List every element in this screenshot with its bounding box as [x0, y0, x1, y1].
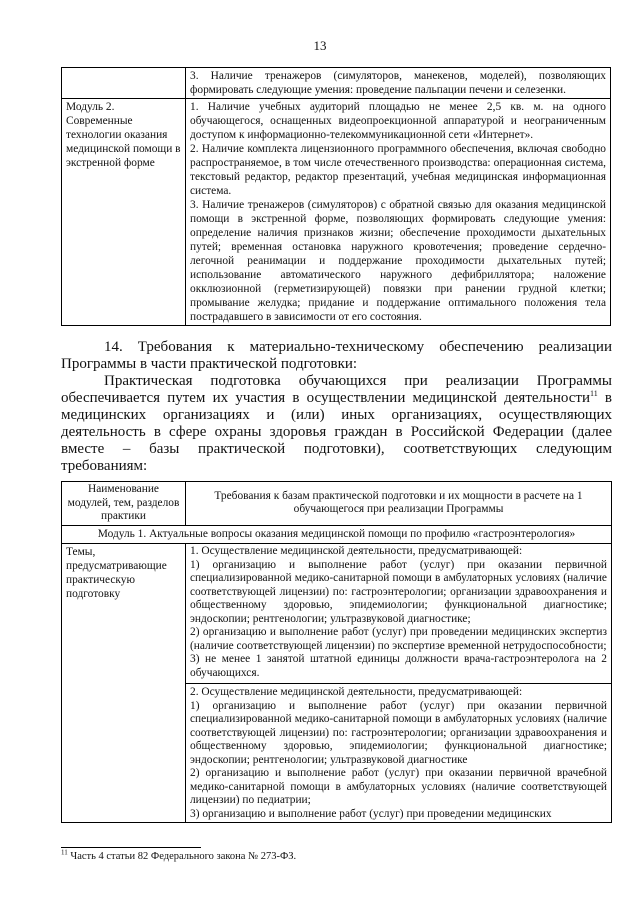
block-heading: 2. Осуществление медицинской деятельности, предусматривающей:: [190, 686, 523, 698]
practice-bases-table: [61, 481, 612, 823]
requirement-item: 2) организацию и выполнение работ (услуг) при оказании первичной врачебной медико-санитарной помощи в амбулаторных условиях (наличие соответствующей лицензии) по педиатрии;: [190, 767, 607, 806]
requirement-item: 3. Наличие тренажеров (симуляторов) с обратной связью для оказания медицинской помощи в экстренной форме, позволяющих формировать следующие умения: определение наличия признаков жизни; обеспечение проходимости дыхательных путей; временная остановка наружного кровотечения; проведение сердечно-легочной реанимации и поддержание проходимости дыхательных путей; использование автоматического наружного дефибриллятора; наложение окклюзионной (герметизирующей) повязки при ранении грудной клетки; промывание желудка; придание и поддержание оптимального положения тела пострадавшего в зависимости от его состояния.: [190, 199, 606, 323]
module-1-title: Модуль 1. Актуальные вопросы оказания медицинской помощи по профилю «гастроэнтерология»: [62, 525, 612, 544]
paragraph-text-cont: в медицинских организациях и (или) иных организациях, осуществляющих деятельность в сфере охраны здоровья граждан в Российской Федерации (далее вместе – базы практической подготовки), соответствующих следующим требованиям:: [61, 390, 612, 474]
requirement-item: 3) организацию и выполнение работ (услуг) при проведении медицинских: [190, 807, 552, 820]
cell-text: 3. Наличие тренажеров (симуляторов, манекенов, моделей), позволяющих формировать следующие умения: проведение пальпации печени и селезенки.: [190, 70, 606, 96]
table-cell: [186, 99, 611, 326]
table-header-row: [62, 482, 612, 526]
footnote-divider: [61, 847, 201, 848]
requirement-item: 1) организацию и выполнение работ (услуг) при оказании первичной специализированной медико-санитарной помощи в амбулаторных условиях (наличие соответствующей лицензии) по: гастроэнтерологии; организации здравоохранения и общественному здоровью, эпидемиологии; функциональной диагностике; эндоскопии; рентгенологии; ультразвуковой диагностике;: [190, 558, 607, 625]
table-row: [62, 68, 611, 99]
topics-cell: Темы, предусматривающие практическую подготовку: [62, 544, 186, 823]
table-cell-empty: [62, 68, 186, 99]
requirement-item: 1) организацию и выполнение работ (услуг) при оказании первичной специализированной медико-санитарной помощи в амбулаторных условиях (наличие соответствующей лицензии) по: гастроэнтерологии; организации здравоохранения и общественному здоровью, эпидемиологии; функциональной диагностике; эндоскопии; рентгенологии; ультразвуковой диагностике: [190, 699, 607, 766]
requirement-item: 2) организацию и выполнение работ (услуг) при проведении медицинских экспертиз (наличие соответствующей лицензии) по экспертизе временной нетрудоспособности;: [190, 626, 607, 652]
footnote-text: Часть 4 статьи 82 Федерального закона № 273-ФЗ.: [67, 851, 297, 862]
page-number: 13: [313, 38, 327, 53]
requirement-item: 2. Наличие комплекта лицензионного программного обеспечения, включая свободно распространяемое, в том числе отечественного производства: операционная система, текстовый редактор, редактор презентаций, учебная медицинская информационная система.: [190, 143, 606, 197]
section-heading: 14. Требования к материально-техническому обеспечению реализации Программы в части практической подготовки:: [61, 339, 612, 372]
paragraph-text: Практическая подготовка обучающихся при реализации Программы обеспечивается путем их участия в осуществлении медицинской деятельности: [61, 373, 612, 406]
footnote-mark: 11: [61, 848, 68, 857]
header-cell-right: Требования к базам практической подготовки и их мощности в расчете на 1 обучающегося при реализации Программы: [186, 482, 612, 526]
table-row: [62, 99, 611, 326]
footnote-ref: 11: [590, 389, 598, 398]
divider: [186, 683, 611, 684]
block-heading: 1. Осуществление медицинской деятельности, предусматривающей:: [190, 545, 523, 557]
requirement-item: 3) не менее 1 занятой штатной единицы должности врача-гастроэнтеролога на 2 обучающихся.: [190, 653, 607, 679]
module-title: Модуль 2. Современные технологии оказания медицинской помощи в экстренной форме: [66, 101, 181, 169]
module-row: [62, 525, 612, 544]
requirement-item: 1. Наличие учебных аудиторий площадью не менее 2,5 кв. м. на одного обучающегося, оснащенных видеопроекционной аппаратурой и неограниченным доступом к информационно-телекоммуникационной сети «Интернет».: [190, 101, 606, 141]
footnote: [61, 848, 297, 862]
table-cell: [186, 68, 611, 99]
equipment-requirements-table: [61, 67, 611, 326]
header-cell-left: Наименование модулей, тем, разделов практики: [62, 482, 186, 526]
section-paragraph: [61, 373, 612, 475]
requirements-cell: [186, 544, 612, 823]
table-row: [62, 544, 612, 823]
module-2-name: [62, 99, 186, 326]
section-14: [61, 339, 612, 475]
